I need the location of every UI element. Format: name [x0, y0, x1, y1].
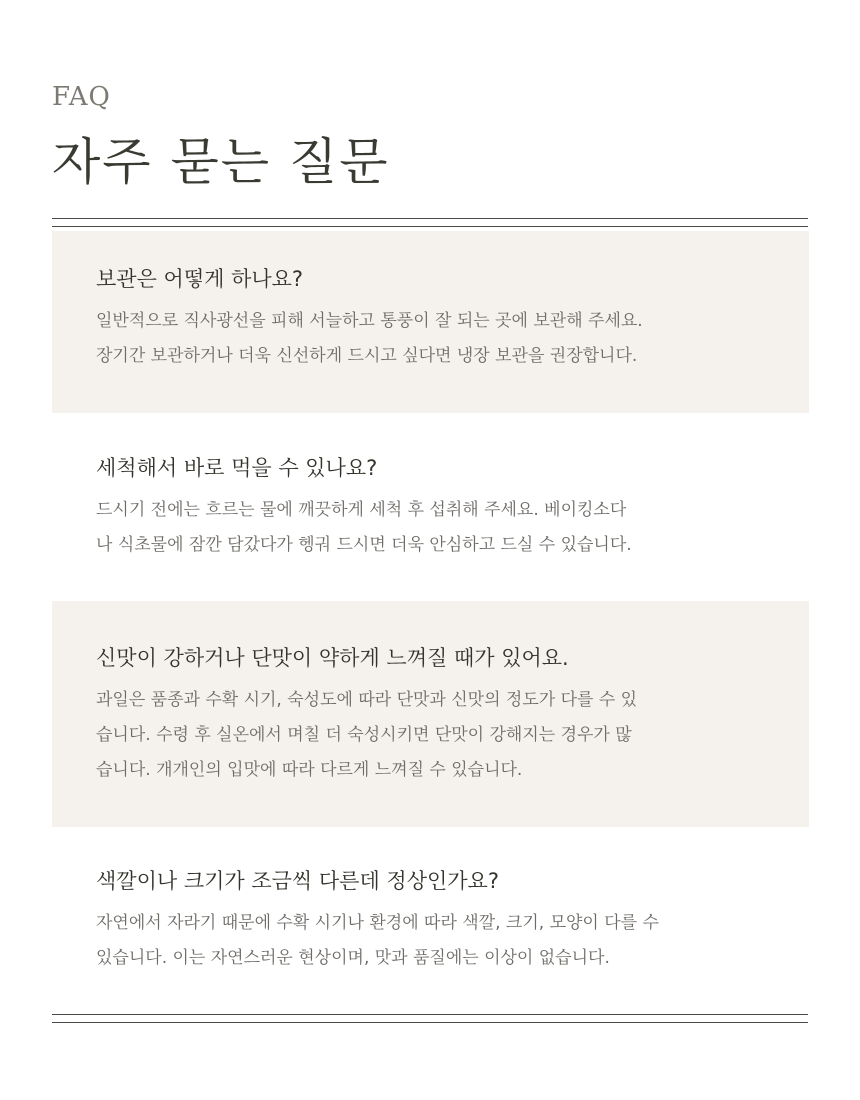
bottom-divider — [52, 1014, 808, 1023]
faq-answer: 드시기 전에는 흐르는 물에 깨끗하게 세척 후 섭취해 주세요. 베이킹소다 나 식초물에 잠깐 담갔다가 헹궈 드시면 더욱 안심하고 드실 수 있습니다. — [96, 500, 632, 555]
faq-answer: 일반적으로 직사광선을 피해 서늘하고 통풍이 잘 되는 곳에 보관해 주세요. 장기간 보관하거나 더욱 신선하게 드시고 싶다면 냉장 보관을 권장합니다. — [96, 311, 643, 366]
section-eyebrow: FAQ — [52, 82, 111, 112]
faq-item-taste — [52, 601, 809, 827]
faq-answer: 자연에서 자라기 때문에 수확 시기나 환경에 따라 색깔, 크기, 모양이 다를 수 있습니다. 이는 자연스러운 현상이며, 맛과 품질에는 이상이 없습니다. — [96, 913, 659, 968]
faq-question: 색깔이나 크기가 조금씩 다른데 정상인가요? — [96, 869, 499, 893]
faq-question: 보관은 어떻게 하나요? — [96, 267, 304, 291]
faq-question: 신맛이 강하거나 단맛이 약하게 느껴질 때가 있어요. — [96, 646, 569, 670]
faq-answer: 과일은 품종과 수확 시기, 숙성도에 따라 단맛과 신맛의 정도가 다를 수 있 습니다. 수령 후 실온에서 며칠 더 숙성시키면 단맛이 강해지는 경우가 많 습니다. 개개인의 입맛에 따라 다르게 느껴질 수 있습니다. — [96, 690, 638, 780]
faq-question: 세척해서 바로 먹을 수 있나요? — [96, 456, 378, 480]
faq-item-storage — [52, 231, 809, 413]
faq-item-appearance — [52, 827, 809, 1014]
top-divider — [52, 218, 808, 227]
faq-item-washing — [52, 413, 809, 601]
page-title: 자주 묻는 질문 — [52, 133, 390, 191]
